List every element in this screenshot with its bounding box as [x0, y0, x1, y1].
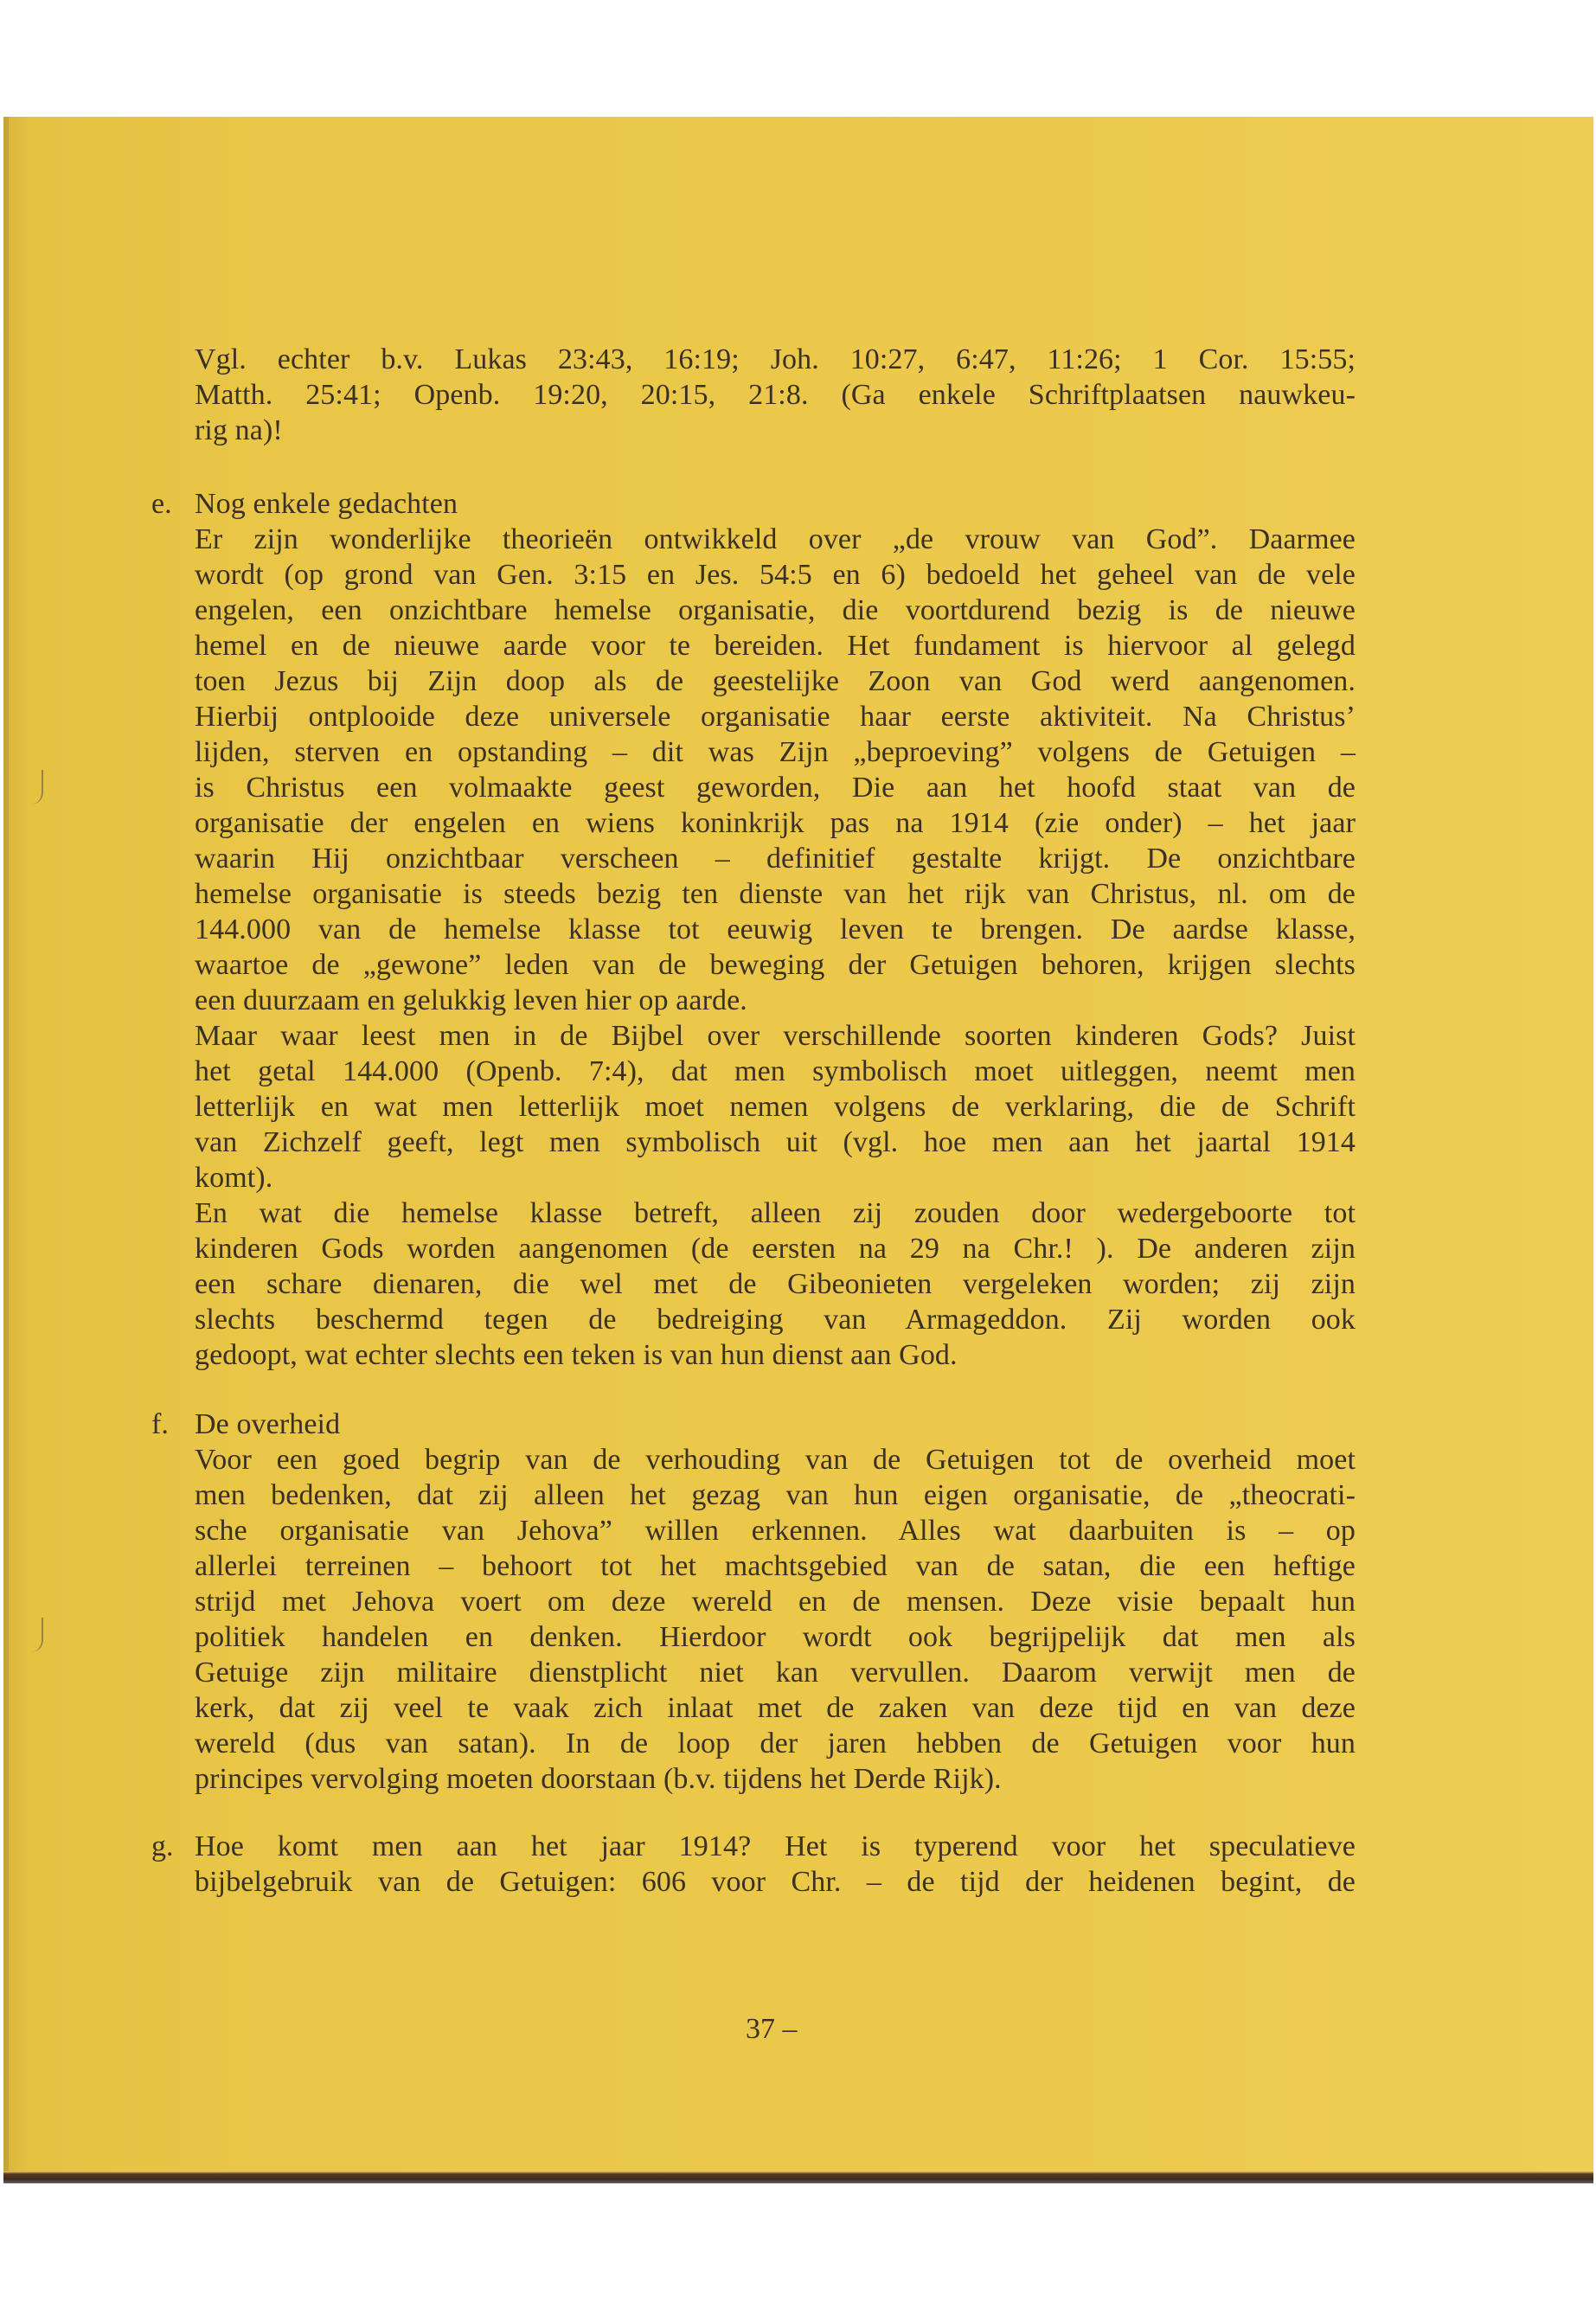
text-line: gedoopt, wat echter slechts een teken is van hun dienst aan God.: [195, 1339, 958, 1371]
text-line: wordt (op grond van Gen. 3:15 en Jes. 54:5 en 6) bedoeld het geheel van de vele: [195, 559, 1356, 591]
text-line: komt).: [195, 1162, 273, 1194]
text-line: strijd met Jehova voert om deze wereld en de mensen. Deze visie bepaalt hun: [195, 1586, 1356, 1618]
text-line: Vgl. echter b.v. Lukas 23:43, 16:19; Joh. 10:27, 6:47, 11:26; 1 Cor. 15:55;: [195, 343, 1356, 375]
text-line: En wat die hemelse klasse betreft, alleen zij zouden door wedergeboorte tot: [195, 1197, 1356, 1229]
text-line: toen Jezus bij Zijn doop als de geestelijke Zoon van God werd aangenomen.: [195, 665, 1356, 697]
margin-mark: [29, 1618, 43, 1652]
section-e: [151, 486, 1356, 1373]
text-line: waarin Hij onzichtbaar verscheen – definitief gestalte krijgt. De onzichtbare: [195, 843, 1356, 875]
text-line: een schare dienaren, die wel met de Gibeonieten vergeleken worden; zij zijn: [195, 1268, 1356, 1300]
text-line: Matth. 25:41; Openb. 19:20, 20:15, 21:8. (Ga enkele Schriftplaatsen nauwkeu-: [195, 379, 1356, 411]
text-line: Er zijn wonderlijke theorieën ontwikkeld over „de vrouw van God”. Daarmee: [195, 523, 1356, 555]
section-heading: Nog enkele gedachten: [195, 488, 458, 520]
section-g: [151, 1829, 1356, 1900]
page-bottom-edge: [3, 2171, 1593, 2183]
text-line: waartoe de „gewone” leden van de beweging der Getuigen behoren, krijgen slechts: [195, 949, 1356, 981]
section-label: g.: [151, 1830, 174, 1862]
text-line: principes vervolging moeten doorstaan (b.v. tijdens het Derde Rijk).: [195, 1763, 1002, 1795]
text-line: allerlei terreinen – behoort tot het machtsgebied van de satan, die een heftige: [195, 1550, 1356, 1582]
text-line: hemel en de nieuwe aarde voor te bereiden. Het fundament is hiervoor al gelegd: [195, 630, 1356, 662]
text-line: kinderen Gods worden aangenomen (de eersten na 29 na Chr.! ). De anderen zijn: [195, 1233, 1356, 1265]
text-line: Hoe komt men aan het jaar 1914? Het is typerend voor het speculatieve: [195, 1830, 1356, 1862]
section-heading: De overheid: [195, 1408, 341, 1440]
text-line: kerk, dat zij veel te vaak zich inlaat met de zaken van deze tijd en van deze: [195, 1692, 1356, 1724]
text-line: organisatie der engelen en wiens koninkrijk pas na 1914 (zie onder) – het jaar: [195, 807, 1356, 839]
intro-paragraph: [195, 342, 1356, 448]
text-line: letterlijk en wat men letterlijk moet nemen volgens de verklaring, die de Schrift: [195, 1091, 1356, 1123]
section-label: e.: [151, 488, 172, 520]
text-line: van Zichzelf geeft, legt men symbolisch uit (vgl. hoe men aan het jaartal 1914: [195, 1126, 1356, 1158]
text-line: 144.000 van de hemelse klasse tot eeuwig leven te brengen. De aardse klasse,: [195, 913, 1356, 945]
section-label: f.: [151, 1408, 169, 1440]
text-line: engelen, een onzichtbare hemelse organisatie, die voortdurend bezig is de nieuwe: [195, 594, 1356, 626]
margin-mark: [29, 770, 43, 804]
text-line: politiek handelen en denken. Hierdoor wordt ook begrijpelijk dat men als: [195, 1621, 1356, 1653]
text-line: het getal 144.000 (Openb. 7:4), dat men symbolisch moet uitleggen, neemt men: [195, 1055, 1356, 1087]
text-line: slechts beschermd tegen de bedreiging van Armageddon. Zij worden ook: [195, 1304, 1356, 1336]
text-line: men bedenken, dat zij alleen het gezag van hun eigen organisatie, de „theocrati-: [195, 1479, 1356, 1511]
text-line: wereld (dus van satan). In de loop der jaren hebben de Getuigen voor hun: [195, 1727, 1356, 1759]
page-number: 37 –: [746, 2013, 798, 2045]
text-line: Hierbij ontplooide deze universele organisatie haar eerste aktiviteit. Na Christus’: [195, 701, 1356, 733]
text-line: hemelse organisatie is steeds bezig ten dienste van het rijk van Christus, nl. om de: [195, 878, 1356, 910]
section-f: [151, 1407, 1356, 1797]
text-line: bijbelgebruik van de Getuigen: 606 voor Chr. – de tijd der heidenen begint, de: [195, 1866, 1356, 1898]
text-line: Voor een goed begrip van de verhouding van de Getuigen tot de overheid moet: [195, 1444, 1356, 1476]
text-line: rig na)!: [195, 414, 283, 446]
text-line: sche organisatie van Jehova” willen erkennen. Alles wat daarbuiten is – op: [195, 1515, 1356, 1547]
text-line: een duurzaam en gelukkig leven hier op aarde.: [195, 984, 747, 1016]
text-line: is Christus een volmaakte geest geworden, Die aan het hoofd staat van de: [195, 772, 1356, 804]
text-line: Maar waar leest men in de Bijbel over verschillende soorten kinderen Gods? Juist: [195, 1020, 1356, 1052]
text-line: lijden, sterven en opstanding – dit was Zijn „beproeving” volgens de Getuigen –: [195, 736, 1356, 768]
text-line: Getuige zijn militaire dienstplicht niet kan vervullen. Daarom verwijt men de: [195, 1657, 1356, 1689]
